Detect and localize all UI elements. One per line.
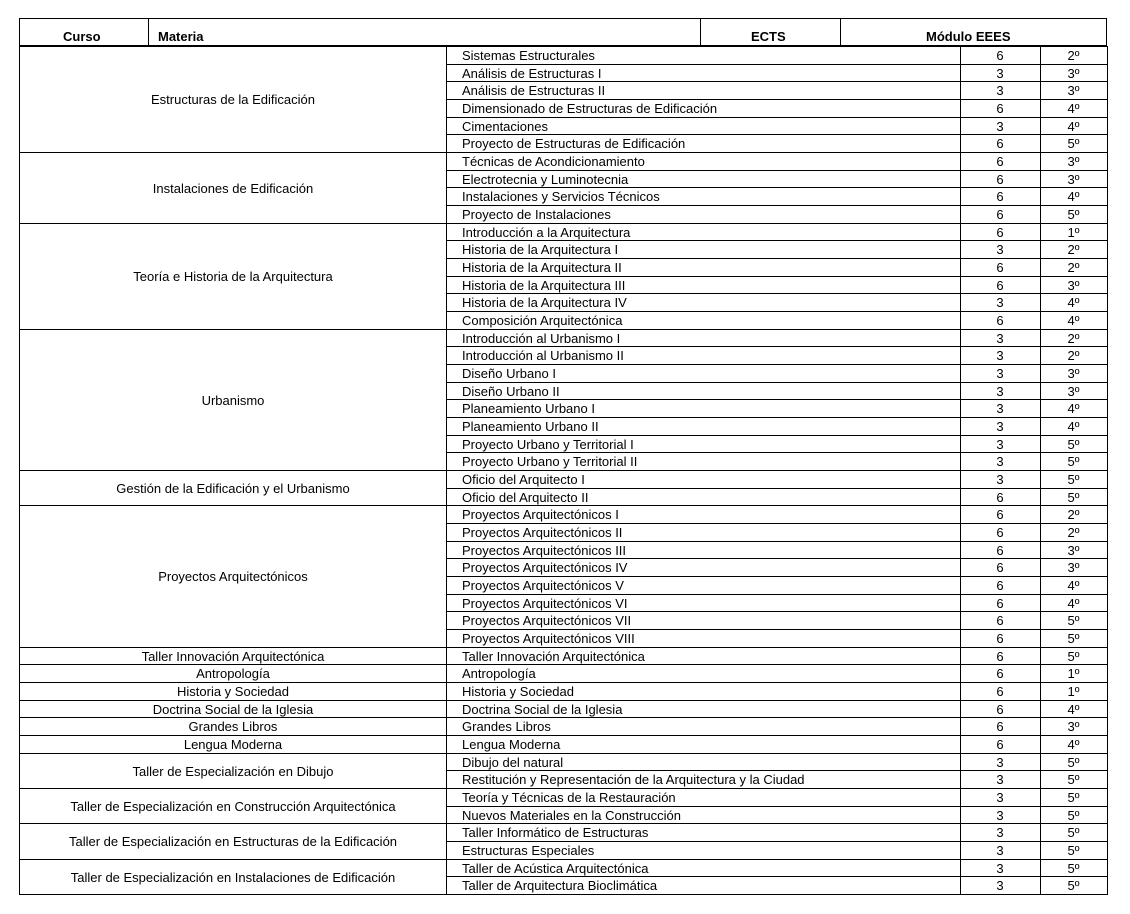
materia-label: Grandes Libros xyxy=(188,719,278,735)
asignatura-name: Nuevos Materiales en la Construcción xyxy=(462,807,681,823)
asignatura-name: Proyectos Arquitectónicos VIII xyxy=(462,631,635,646)
ects-value: 6 xyxy=(996,578,1004,593)
curso-value: 5º xyxy=(1067,613,1080,629)
asignatura-name: Taller de Acústica Arquitectónica xyxy=(462,860,649,876)
ects-value: 3 xyxy=(996,807,1004,823)
asignatura-name: Diseño Urbano II xyxy=(462,383,560,399)
asignatura-name: Introducción al Urbanismo I xyxy=(462,330,621,346)
curso-value: 3º xyxy=(1067,383,1080,399)
ects-value: 3 xyxy=(996,754,1004,770)
asignatura-name: Análisis de Estructuras II xyxy=(462,83,606,99)
asignatura-name: Cimentaciones xyxy=(462,118,548,134)
ects-value: 3 xyxy=(996,383,1004,399)
curso-value: 4º xyxy=(1067,189,1080,205)
asignatura-name: Proyecto Urbano y Territorial I xyxy=(462,436,634,452)
asignatura-name: Estructuras Especiales xyxy=(462,843,595,858)
asignatura-name: Proyectos Arquitectónicos VI xyxy=(462,595,628,611)
curso-value: 4º xyxy=(1067,419,1080,434)
materia-label: Doctrina Social de la Iglesia xyxy=(152,701,314,717)
ects-value: 3 xyxy=(996,242,1004,258)
asignatura-name: Planeamiento Urbano II xyxy=(462,419,599,434)
curso-value: 5º xyxy=(1067,843,1080,858)
curso-value: 5º xyxy=(1067,878,1080,894)
curso-value: 5º xyxy=(1067,754,1080,770)
curso-value: 3º xyxy=(1067,560,1080,576)
ects-value: 3 xyxy=(996,348,1004,364)
group-divider xyxy=(19,753,1108,754)
ects-value: 3 xyxy=(996,401,1004,417)
asignatura-name: Proyectos Arquitectónicos II xyxy=(462,525,623,540)
ects-value: 6 xyxy=(996,595,1004,611)
asignatura-name: Taller Innovación Arquitectónica xyxy=(462,648,645,664)
curso-value: 4º xyxy=(1067,401,1080,417)
asignatura-name: Proyectos Arquitectónicos I xyxy=(462,507,619,523)
ects-value: 6 xyxy=(996,631,1004,646)
materia-label: Taller de Especialización en Estructuras de la Edificación xyxy=(68,834,398,850)
curso-value: 4º xyxy=(1067,595,1080,611)
asignatura-name: Taller Informático de Estructuras xyxy=(462,825,649,841)
materia-label: Urbanismo xyxy=(201,392,265,408)
ects-value: 3 xyxy=(996,454,1004,470)
curso-value: 5º xyxy=(1067,436,1080,452)
asignatura-name: Técnicas de Acondicionamiento xyxy=(462,154,645,169)
ects-value: 3 xyxy=(996,419,1004,434)
curso-value: 3º xyxy=(1067,719,1080,735)
asignatura-name: Proyectos Arquitectónicos VII xyxy=(462,613,632,629)
materia-label: Lengua Moderna xyxy=(183,737,283,752)
materia-label: Taller de Especialización en Instalaciones de Edificación xyxy=(70,869,396,885)
ects-value: 3 xyxy=(996,472,1004,487)
curso-value: 5º xyxy=(1067,489,1080,505)
curso-value: 1º xyxy=(1067,684,1080,699)
ects-value: 6 xyxy=(996,666,1004,682)
curso-value: 5º xyxy=(1067,825,1080,841)
header-curso: Curso xyxy=(63,29,101,44)
ects-value: 3 xyxy=(996,83,1004,99)
curso-value: 2º xyxy=(1067,348,1080,364)
materia-label: Instalaciones de Edificación xyxy=(152,180,314,196)
materia-label: Historia y Sociedad xyxy=(177,684,289,699)
asignatura-name: Composición Arquitectónica xyxy=(462,313,623,328)
ects-value: 3 xyxy=(996,295,1004,311)
ects-value: 3 xyxy=(996,860,1004,876)
curso-value: 5º xyxy=(1067,648,1080,664)
ects-value: 6 xyxy=(996,48,1004,63)
asignatura-name: Introducción al Urbanismo II xyxy=(462,348,624,364)
ects-value: 6 xyxy=(996,684,1004,699)
materia-label: Teoría e Historia de la Arquitectura xyxy=(133,268,333,284)
asignatura-name: Planeamiento Urbano I xyxy=(462,401,595,417)
curso-value: 5º xyxy=(1067,860,1080,876)
ects-value: 6 xyxy=(996,525,1004,540)
curso-value: 5º xyxy=(1067,807,1080,823)
asignatura-name: Sistemas Estructurales xyxy=(462,48,595,63)
curso-value: 4º xyxy=(1067,101,1080,116)
ects-value: 3 xyxy=(996,118,1004,134)
ects-value: 3 xyxy=(996,878,1004,894)
asignatura-name: Proyectos Arquitectónicos III xyxy=(462,542,627,558)
asignatura-name: Proyecto de Estructuras de Edificación xyxy=(462,136,686,152)
curso-value: 2º xyxy=(1067,48,1080,63)
curso-value: 3º xyxy=(1067,154,1080,169)
curso-value: 5º xyxy=(1067,207,1080,222)
asignatura-name: Análisis de Estructuras I xyxy=(462,65,602,81)
ects-value: 3 xyxy=(996,843,1004,858)
ects-value: 3 xyxy=(996,330,1004,346)
ects-value: 6 xyxy=(996,507,1004,523)
curso-value: 5º xyxy=(1067,772,1080,788)
asignatura-name: Historia de la Arquitectura IV xyxy=(462,295,627,311)
ects-value: 6 xyxy=(996,313,1004,328)
header-ects: ECTS xyxy=(751,29,786,44)
ects-value: 6 xyxy=(996,171,1004,187)
curso-value: 5º xyxy=(1067,790,1080,805)
curso-value: 3º xyxy=(1067,366,1080,381)
asignatura-name: Oficio del Arquitecto II xyxy=(462,489,589,505)
materia-label: Taller de Especialización en Dibujo xyxy=(132,763,334,779)
asignatura-name: Instalaciones y Servicios Técnicos xyxy=(462,189,660,205)
asignatura-name: Taller de Arquitectura Bioclimática xyxy=(462,878,658,894)
materia-label: Taller Innovación Arquitectónica xyxy=(141,648,325,664)
asignatura-name: Lengua Moderna xyxy=(462,737,561,752)
asignatura-name: Historia y Sociedad xyxy=(462,684,574,699)
curso-value: 2º xyxy=(1067,525,1080,540)
ects-value: 6 xyxy=(996,136,1004,152)
header-modulo: Módulo EEES xyxy=(926,29,1011,44)
ects-value: 6 xyxy=(996,719,1004,735)
curso-value: 3º xyxy=(1067,65,1080,81)
ects-value: 6 xyxy=(996,542,1004,558)
ects-value: 6 xyxy=(996,489,1004,505)
curso-value: 1º xyxy=(1067,224,1080,240)
ects-value: 6 xyxy=(996,154,1004,169)
ects-value: 6 xyxy=(996,101,1004,116)
materia-label: Antropología xyxy=(196,666,270,682)
ects-value: 6 xyxy=(996,648,1004,664)
curso-value: 4º xyxy=(1067,295,1080,311)
asignatura-name: Proyecto de Instalaciones xyxy=(462,207,611,222)
asignatura-name: Doctrina Social de la Iglesia xyxy=(462,701,623,717)
curso-value: 5º xyxy=(1067,472,1080,487)
ects-value: 6 xyxy=(996,207,1004,222)
curso-value: 4º xyxy=(1067,737,1080,752)
curso-value: 3º xyxy=(1067,83,1080,99)
ects-value: 6 xyxy=(996,277,1004,293)
curso-value: 4º xyxy=(1067,313,1080,328)
ects-value: 3 xyxy=(996,65,1004,81)
curso-value: 2º xyxy=(1067,242,1080,258)
materia-label: Proyectos Arquitectónicos xyxy=(158,569,308,585)
curso-value: 4º xyxy=(1067,701,1080,717)
curso-value: 2º xyxy=(1067,507,1080,523)
asignatura-name: Historia de la Arquitectura I xyxy=(462,242,619,258)
curso-value: 3º xyxy=(1067,542,1080,558)
asignatura-name: Proyecto Urbano y Territorial II xyxy=(462,454,638,470)
asignatura-name: Restitución y Representación de la Arquitectura y la Ciudad xyxy=(462,772,805,788)
asignatura-name: Teoría y Técnicas de la Restauración xyxy=(462,790,676,805)
asignatura-name: Grandes Libros xyxy=(462,719,551,735)
ects-value: 3 xyxy=(996,825,1004,841)
table-border-bottom xyxy=(19,894,1108,895)
header-cell-materia xyxy=(148,18,701,46)
ects-value: 3 xyxy=(996,366,1004,381)
materia-label: Estructuras de la Edificación xyxy=(150,92,316,108)
materia-label: Taller de Especialización en Construcción Arquitectónica xyxy=(70,798,396,814)
asignatura-name: Historia de la Arquitectura II xyxy=(462,260,622,275)
header-materia: Materia xyxy=(158,29,204,44)
asignatura-name: Antropología xyxy=(462,666,536,682)
asignatura-name: Oficio del Arquitecto I xyxy=(462,472,585,487)
ects-value: 3 xyxy=(996,772,1004,788)
asignatura-name: Dibujo del natural xyxy=(462,754,564,770)
curso-value: 2º xyxy=(1067,260,1080,275)
ects-value: 6 xyxy=(996,701,1004,717)
ects-value: 6 xyxy=(996,224,1004,240)
curso-value: 5º xyxy=(1067,454,1080,470)
ects-value: 6 xyxy=(996,260,1004,275)
curso-value: 4º xyxy=(1067,578,1080,593)
asignatura-name: Historia de la Arquitectura III xyxy=(462,277,626,293)
curso-value: 5º xyxy=(1067,631,1080,646)
curso-value: 2º xyxy=(1067,330,1080,346)
curso-value: 5º xyxy=(1067,136,1080,152)
curso-value: 4º xyxy=(1067,118,1080,134)
asignatura-name: Proyectos Arquitectónicos V xyxy=(462,578,624,593)
asignatura-name: Introducción a la Arquitectura xyxy=(462,224,631,240)
ects-value: 3 xyxy=(996,436,1004,452)
ects-value: 6 xyxy=(996,560,1004,576)
ects-value: 6 xyxy=(996,737,1004,752)
materia-label: Gestión de la Edificación y el Urbanismo xyxy=(116,480,350,496)
curso-value: 3º xyxy=(1067,277,1080,293)
asignatura-name: Dimensionado de Estructuras de Edificación xyxy=(462,101,718,116)
asignatura-name: Diseño Urbano I xyxy=(462,366,556,381)
asignatura-name: Electrotecnia y Luminotecnia xyxy=(462,171,629,187)
ects-value: 6 xyxy=(996,613,1004,629)
ects-value: 6 xyxy=(996,189,1004,205)
curso-value: 1º xyxy=(1067,666,1080,682)
asignatura-name: Proyectos Arquitectónicos IV xyxy=(462,560,628,576)
ects-value: 3 xyxy=(996,790,1004,805)
curso-value: 3º xyxy=(1067,171,1080,187)
